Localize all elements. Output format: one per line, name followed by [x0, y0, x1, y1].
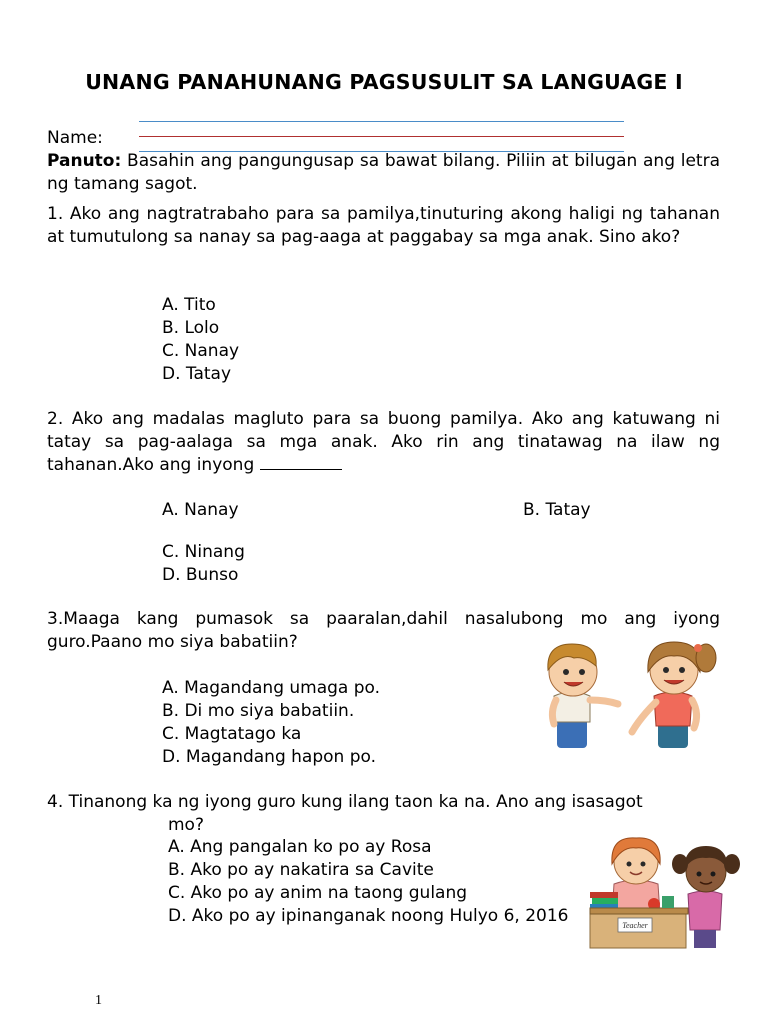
question-2-option-c: C. Ninang	[162, 542, 245, 562]
question-2-option-d: D. Bunso	[162, 565, 239, 585]
page-number: 1	[95, 993, 102, 1008]
question-1-option-b: B. Lolo	[162, 318, 220, 338]
name-underline-top	[139, 121, 624, 122]
question-2	[47, 408, 720, 477]
question-2-option-b: B. Tatay	[523, 500, 591, 520]
question-4-option-d: D. Ako po ay ipinanganak noong Hulyo 6, 2016	[168, 906, 569, 926]
kids-greeting-illustration	[540, 638, 725, 753]
question-4-option-c: C. Ako po ay anim na taong gulang	[168, 883, 468, 903]
question-3-option-b: B. Di mo siya babatiin.	[162, 701, 355, 721]
name-underline-middle	[139, 136, 624, 137]
boy-figure	[548, 644, 618, 748]
question-3-option-c: C. Magtatago ka	[162, 724, 302, 744]
teacher-student-illustration	[588, 834, 743, 956]
instructions	[47, 150, 720, 196]
question-4-text: 4. Tinanong ka ng iyong guro kung ilang taon ka na. Ano ang isasagot	[47, 792, 643, 812]
question-3-option-d: D. Magandang hapon po.	[162, 747, 377, 767]
question-1-option-a: A. Tito	[162, 295, 216, 315]
answer-blank	[260, 455, 342, 470]
question-1-text: 1. Ako ang nagtratrabaho para sa pamilya,tinuturing akong haligi ng tahanan at tumutulong sa nanay sa pag-aaga at paggabay sa mga anak. Sino ako?	[47, 204, 720, 247]
question-2-option-a: A. Nanay	[162, 500, 239, 520]
page-title: UNANG PANAHUNANG PAGSUSULIT SA LANGUAGE I	[85, 70, 683, 94]
instructions-text: Basahin ang pangungusap sa bawat bilang. Piliin at bilugan ang letra ng tamang sagot.	[47, 151, 720, 194]
teacher-sign: Teacher	[622, 921, 648, 930]
name-label: Name:	[47, 128, 103, 148]
question-4-option-b: B. Ako po ay nakatira sa Cavite	[168, 860, 434, 880]
girl-figure	[632, 642, 716, 748]
question-3-text: 3.Maaga kang pumasok sa paaralan,dahil nasalubong mo ang iyong guro.Paano mo siya babatiin?	[47, 609, 720, 652]
question-1-option-c: C. Nanay	[162, 341, 240, 361]
question-4-text-continued: mo?	[168, 815, 204, 835]
question-4-option-a: A. Ang pangalan ko po ay Rosa	[168, 837, 432, 857]
question-2-text: 2. Ako ang madalas magluto para sa buong pamilya. Ako ang katuwang ni tatay sa pag-aalaga sa mga anak. Ako rin ang tinatawag na ilaw ng tahanan.Ako ang inyong	[47, 409, 720, 475]
question-3-option-a: A. Magandang umaga po.	[162, 678, 381, 698]
question-1-option-d: D. Tatay	[162, 364, 232, 384]
instructions-label: Panuto:	[47, 151, 122, 171]
